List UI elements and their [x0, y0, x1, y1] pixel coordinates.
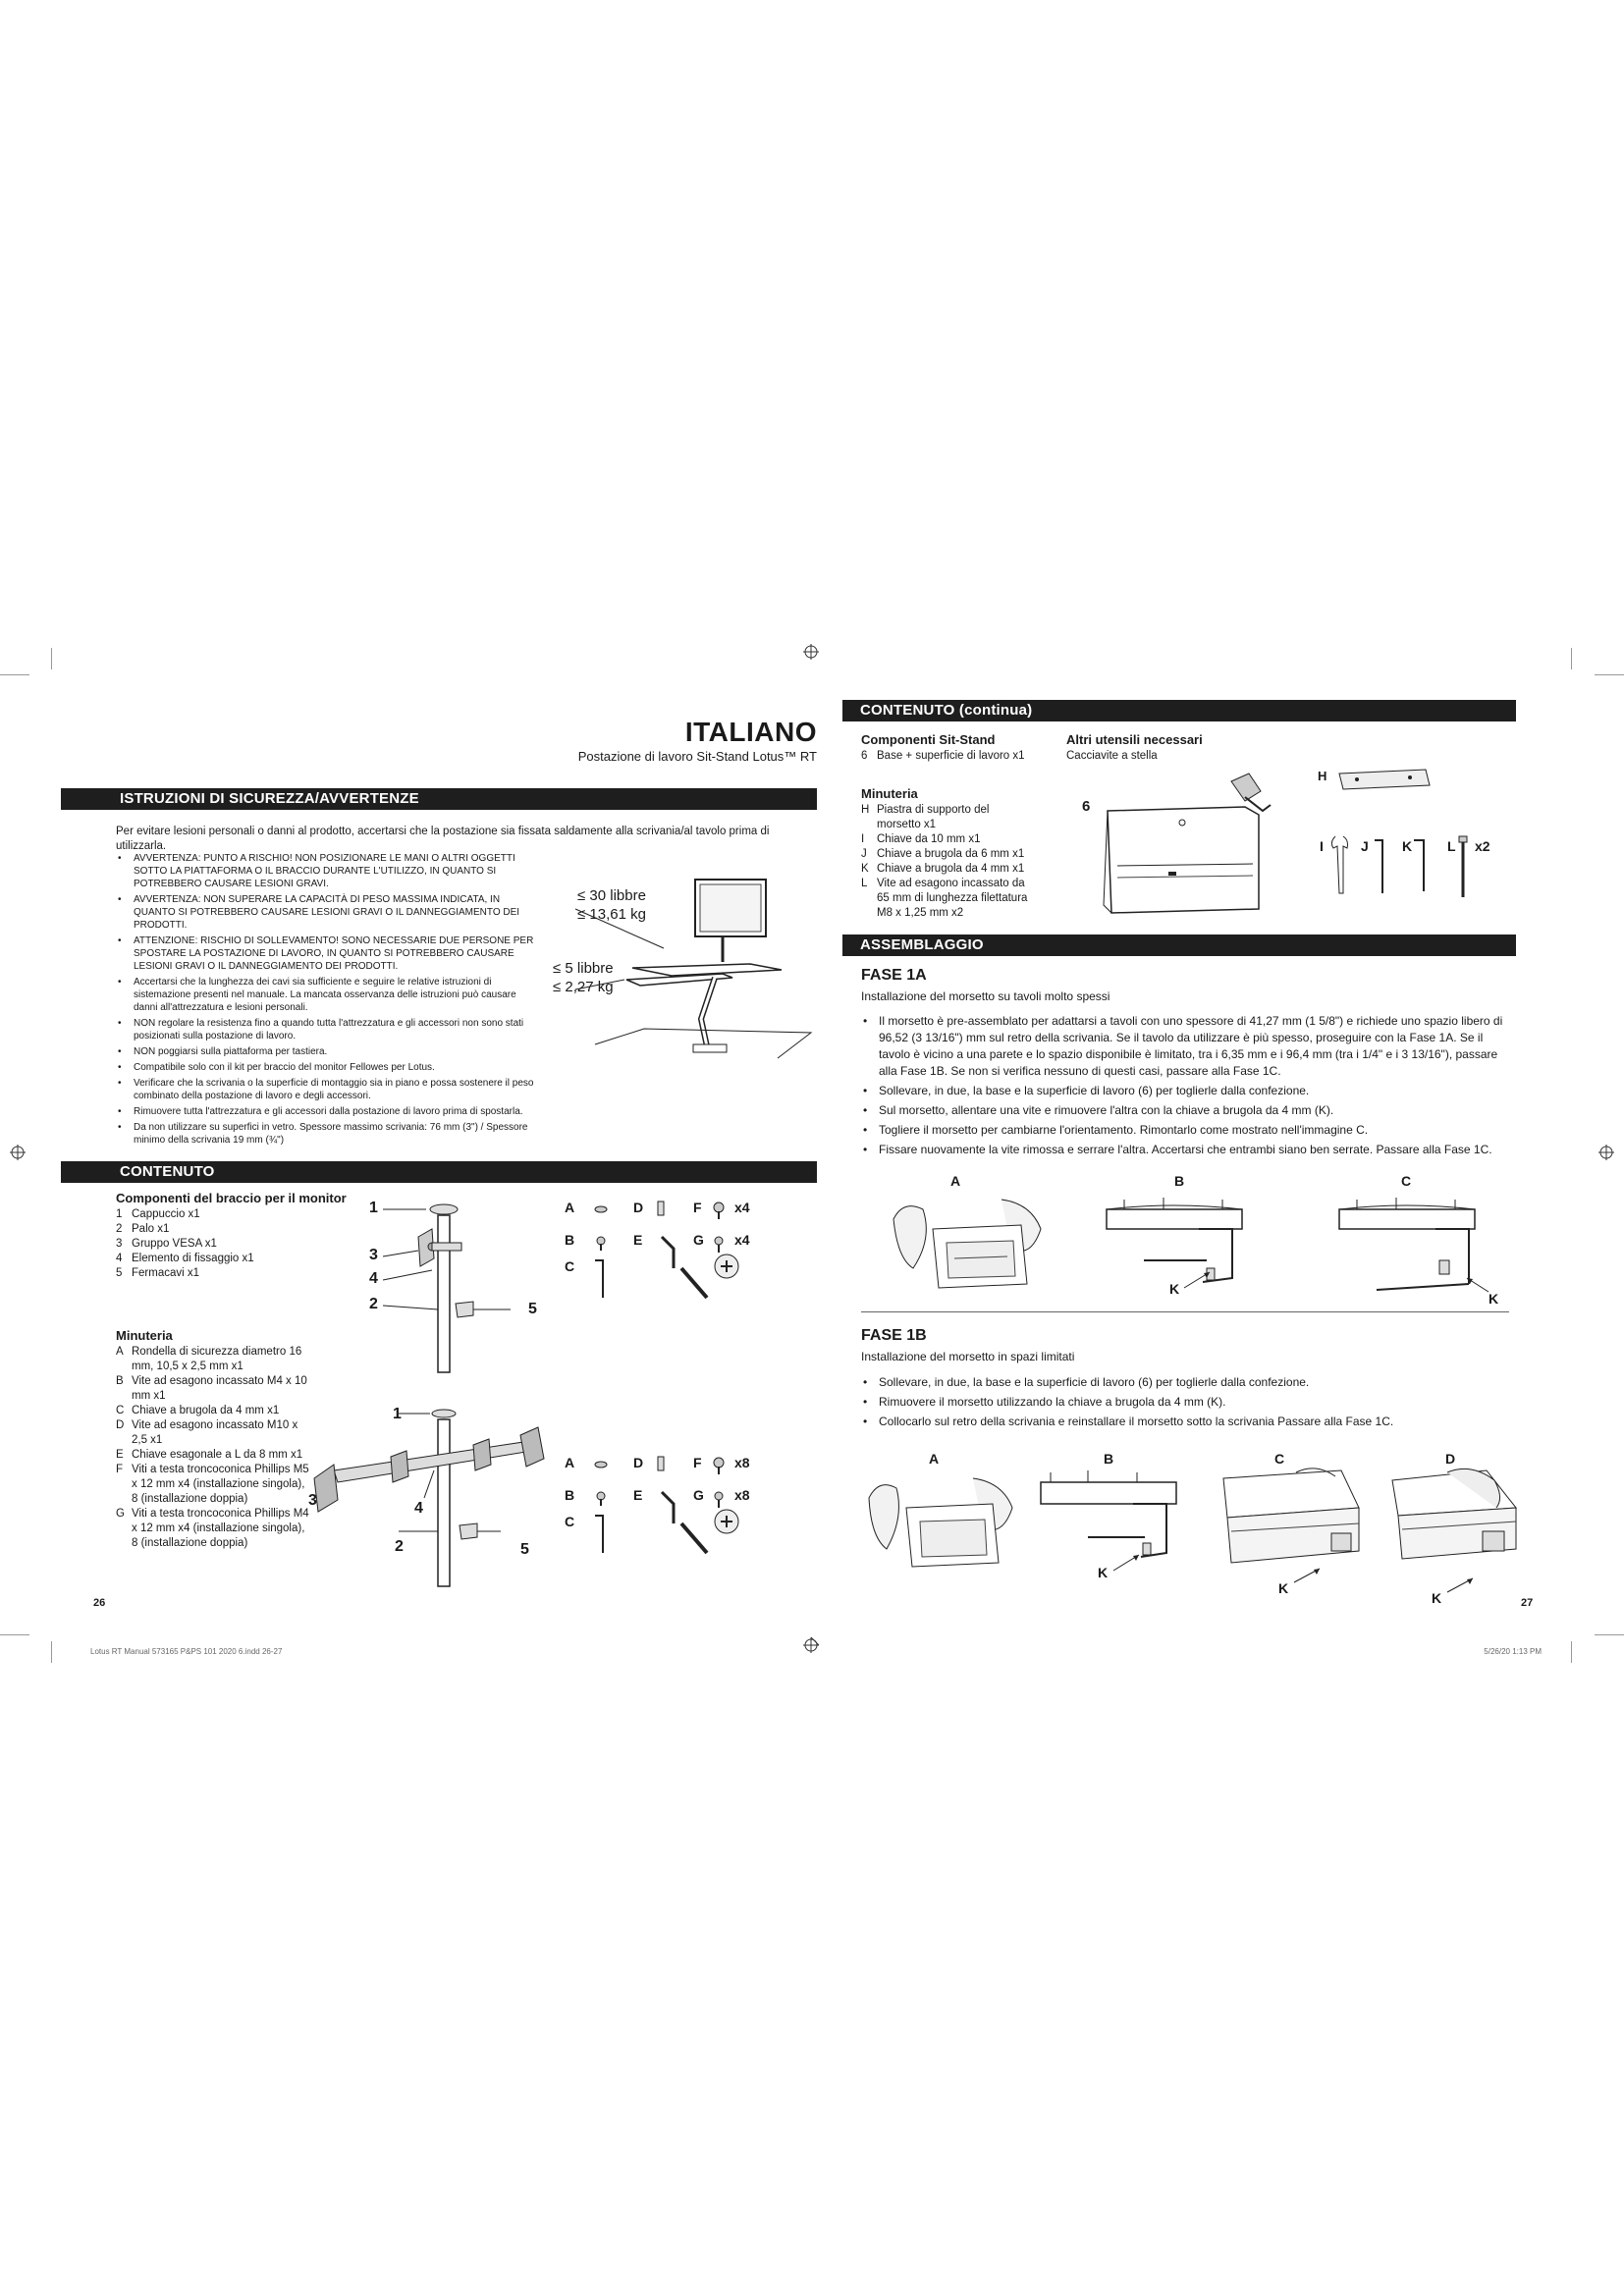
safety-item: • AVVERTENZA: NON SUPERARE LA CAPACITÀ DI PESO MASSIMA INDICATA, IN QUANTO SI POTREBBERO CAUSARE LESIONI GRAVI O IL DANNEGGIAMENTO DEI PRODOTTI. — [116, 893, 540, 932]
list-item: K Chiave a brugola da 4 mm x1 — [861, 863, 1025, 875]
list-item: C Chiave a brugola da 4 mm x1 — [116, 1405, 280, 1416]
safety-item: • Rimuovere tutta l'attrezzatura e gli accessori dalla postazione di lavoro prima di spostarla. — [116, 1105, 540, 1118]
tools-text: Cacciavite a stella — [1066, 750, 1158, 762]
step-item: • Collocarlo sul retro della scrivania e reinstallare il morsetto sotto la scrivania Passare alla Fase 1C. — [861, 1414, 1504, 1430]
list-item: G Viti a testa troncoconica Phillips M4 x 12 mm x4 (installazione singola), 8 (installazione doppia) — [116, 1508, 309, 1549]
weight-lb: ≤ 5 libbre — [553, 960, 614, 977]
figure-label: 1 — [369, 1200, 378, 1216]
figure-label: C — [1274, 1451, 1285, 1467]
hw-letter: G — [693, 1487, 704, 1503]
figure-label: J — [1361, 838, 1369, 854]
figure-label: K — [1278, 1580, 1289, 1596]
hw-letter: G — [693, 1232, 704, 1248]
hardware-title: Minuteria — [861, 786, 918, 801]
quantity: x4 — [734, 1232, 750, 1248]
safety-item: • NON poggiarsi sulla piattaforma per tastiera. — [116, 1045, 540, 1058]
figure-label: H — [1318, 769, 1327, 783]
double-arm-illustration — [304, 1406, 560, 1592]
safety-item: • NON regolare la resistenza fino a quando tutta l'attrezzatura e gli accessori non sono stati posizionati sulla postazione di lavoro. — [116, 1017, 540, 1042]
hardware-title: Minuteria — [116, 1328, 173, 1343]
list-item: A Rondella di sicurezza diametro 16 mm, 10,5 x 2,5 mm x1 — [116, 1346, 302, 1372]
figure-label: K — [1402, 838, 1413, 854]
arm-components-title: Componenti del braccio per il monitor — [116, 1191, 347, 1205]
quantity: x2 — [1475, 838, 1490, 854]
figure-label: K — [1169, 1281, 1180, 1297]
hw-letter: E — [633, 1232, 643, 1248]
step-item: • Sollevare, in due, la base e la superficie di lavoro (6) per toglierle dalla confezione. — [861, 1374, 1504, 1391]
hw-letter: A — [565, 1455, 575, 1470]
list-item: 3 Gruppo VESA x1 — [116, 1238, 217, 1250]
step-item: • Il morsetto è pre-assemblato per adattarsi a tavoli con uno spessore di 41,27 mm (1 5/8") e richiede uno spazio libero di 96,52 (3 13/16") mm sul retro della scrivania. Se il tavolo da utilizzare è più spesso, proseguire con la Fase 1A. Se il tavolo è vicino a una parete e lo spazio disponibile è limitato, tra i 6,35 mm e i 96,4 mm (tra i 1/4" e i 3 13/16"), passare alla Fase 1B. Se non si verifica nessuno di questi casi, passare alla Fase 1C. — [861, 1013, 1504, 1080]
step-1a-figure-c — [1337, 1190, 1485, 1298]
list-item: 4 Elemento di fissaggio x1 — [116, 1253, 254, 1264]
figure-label: C — [1401, 1173, 1412, 1189]
figure-label: 5 — [528, 1301, 537, 1317]
step-1b-figure-b — [1039, 1468, 1186, 1576]
hw-letter: C — [565, 1258, 575, 1274]
page-number: 26 — [93, 1597, 106, 1609]
print-slug: 5/26/20 1:13 PM — [1484, 1647, 1542, 1656]
crop-mark — [51, 648, 52, 669]
figure-label: I — [1320, 838, 1324, 854]
print-slug: Lotus RT Manual 573165 P&PS 101 2020 6.indd 26-27 — [90, 1647, 283, 1656]
workstation-illustration — [585, 872, 821, 1068]
safety-intro: Per evitare lesioni personali o danni al prodotto, accertarsi che la postazione sia fissata saldamente alla scrivania/al tavolo prima di utilizzarla. — [116, 826, 770, 852]
pointer-arrow-icon — [1294, 1567, 1324, 1586]
tools-title: Altri utensili necessari — [1066, 732, 1203, 747]
figure-label: 4 — [369, 1270, 378, 1287]
hardware-list — [116, 1345, 312, 1551]
hw-letter: E — [633, 1487, 643, 1503]
clamp-plate-illustration — [1335, 766, 1434, 795]
safety-list — [116, 852, 540, 1149]
list-item: B Vite ad esagono incassato M4 x 10 mm x1 — [116, 1375, 307, 1402]
crop-mark — [51, 1641, 52, 1663]
list-item: J Chiave a brugola da 6 mm x1 — [861, 848, 1025, 860]
safety-item: • Compatibile solo con il kit per braccio del monitor Fellowes per Lotus. — [116, 1061, 540, 1074]
list-item: 1 Cappuccio x1 — [116, 1208, 200, 1220]
step-item: • Fissare nuovamente la vite rimossa e serrare l'altra. Accertarsi che entrambi siano ben serrate. Passare alla Fase 1C. — [861, 1142, 1504, 1158]
page-title: ITALIANO — [684, 717, 817, 747]
sit-stand-title: Componenti Sit-Stand — [861, 732, 996, 747]
step-1b-figure-a — [859, 1468, 1016, 1576]
safety-item: • Da non utilizzare su superfici in vetro. Spessore massimo scrivania: 76 mm (3") / Spessore minimo della scrivania 19 mm (¾") — [116, 1121, 540, 1147]
list-item: 2 Palo x1 — [116, 1223, 170, 1235]
figure-label: 3 — [308, 1492, 317, 1509]
step-title: FASE 1B — [861, 1327, 927, 1344]
list-item: D Vite ad esagono incassato M10 x 2,5 x1 — [116, 1419, 298, 1446]
crop-mark — [1595, 1634, 1624, 1635]
step-1b-figure-c — [1218, 1468, 1365, 1576]
hw-letter: B — [565, 1487, 575, 1503]
figure-label: K — [1432, 1590, 1442, 1606]
sit-stand-list — [861, 749, 1077, 764]
hardware-parts-illustration — [579, 1455, 756, 1573]
figure-label: D — [1445, 1451, 1456, 1467]
hw-letter: B — [565, 1232, 575, 1248]
figure-label: 6 — [1082, 798, 1091, 815]
safety-header: ISTRUZIONI DI SICUREZZA/AVVERTENZE — [61, 788, 817, 810]
figure-label: 2 — [395, 1538, 404, 1555]
hw-letter: F — [693, 1455, 702, 1470]
figure-label: A — [929, 1451, 940, 1467]
registration-mark-icon — [803, 644, 819, 660]
weight-lb: ≤ 30 libbre — [577, 887, 646, 904]
step-item: • Rimuovere il morsetto utilizzando la chiave a brugola da 4 mm (K). — [861, 1394, 1504, 1411]
hw-letter: D — [633, 1200, 644, 1215]
figure-label: 3 — [369, 1247, 378, 1263]
quantity: x8 — [734, 1455, 750, 1470]
weight-kg: ≤ 13,61 kg — [577, 906, 646, 923]
figure-label: B — [1104, 1451, 1114, 1467]
crop-mark — [1595, 674, 1624, 675]
step-subtitle: Installazione del morsetto in spazi limitati — [861, 1350, 1075, 1363]
pointer-arrow-icon — [1184, 1270, 1214, 1290]
list-item: 6 Base + superficie di lavoro x1 — [861, 750, 1025, 762]
figure-label: L — [1447, 838, 1456, 854]
figure-label: B — [1174, 1173, 1185, 1189]
figure-label: 1 — [393, 1406, 402, 1422]
crop-mark — [0, 674, 29, 675]
step-1b-list — [861, 1374, 1504, 1433]
list-item: E Chiave esagonale a L da 8 mm x1 — [116, 1449, 303, 1461]
hw-letter: C — [565, 1514, 575, 1529]
pointer-arrow-icon — [1447, 1576, 1477, 1596]
pointer-arrow-icon — [1113, 1553, 1143, 1573]
figure-label: 2 — [369, 1296, 378, 1312]
safety-item: • Verificare che la scrivania o la superficie di montaggio sia in piano e possa sostenere il peso combinato della postazione di lavoro e degli accessori. — [116, 1077, 540, 1102]
step-item: • Sul morsetto, allentare una vite e rimuovere l'altra con la chiave a brugola da 4 mm (K). — [861, 1102, 1504, 1119]
pointer-arrow-icon — [1465, 1276, 1490, 1294]
weight-kg: ≤ 2,27 kg — [553, 979, 614, 995]
divider — [861, 1311, 1509, 1312]
figure-label: K — [1489, 1291, 1499, 1307]
figure-label: 5 — [520, 1541, 529, 1558]
list-item: 5 Fermacavi x1 — [116, 1267, 200, 1279]
single-arm-illustration — [363, 1200, 540, 1376]
step-subtitle: Installazione del morsetto su tavoli molto spessi — [861, 989, 1110, 1003]
hardware-parts-illustration — [579, 1200, 756, 1317]
registration-mark-icon — [1598, 1145, 1614, 1160]
list-item: I Chiave da 10 mm x1 — [861, 833, 981, 845]
quantity: x4 — [734, 1200, 750, 1215]
crop-mark — [1571, 648, 1572, 669]
crop-mark — [1571, 1641, 1572, 1663]
page-number: 27 — [1521, 1597, 1534, 1609]
crop-mark — [0, 1634, 29, 1635]
registration-mark-icon — [10, 1145, 26, 1160]
list-item: L Vite ad esagono incassato da 65 mm di lunghezza filettatura M8 x 1,25 mm x2 — [861, 878, 1028, 919]
step-title: FASE 1A — [861, 967, 927, 984]
step-item: • Togliere il morsetto per cambiarne l'orientamento. Rimontarlo come mostrato nell'immagine C. — [861, 1122, 1504, 1139]
hardware-list — [861, 803, 1028, 921]
contents-continued-header: CONTENUTO (continua) — [842, 700, 1516, 721]
page-subtitle: Postazione di lavoro Sit-Stand Lotus™ RT — [577, 749, 817, 764]
hw-letter: F — [693, 1200, 702, 1215]
safety-item: • AVVERTENZA: PUNTO A RISCHIO! NON POSIZIONARE LE MANI O ALTRI OGGETTI SOTTO LA PIATTAFORMA O IL BRACCIO DURANTE L'UTILIZZO, IN QUANTO SI POTREBBERO CAUSARE LESIONI GRAVI. — [116, 852, 540, 890]
arm-components-list — [116, 1207, 332, 1281]
hw-letter: A — [565, 1200, 575, 1215]
safety-item: • ATTENZIONE: RISCHIO DI SOLLEVAMENTO! SONO NECESSARIE DUE PERSONE PER SPOSTARE LA POSTAZIONE DI LAVORO, IN QUANTO SI POTREBBERO CAUSARE LESIONI GRAVI O IL DANNEGGIAMENTO DEI PRODOTTI. — [116, 934, 540, 973]
safety-item: • Accertarsi che la lunghezza dei cavi sia sufficiente e seguire le relative istruzioni di sistemazione presenti nel manuale. La mancata osservanza delle istruzioni può causare danni all'attrezzatura e lesioni personali. — [116, 976, 540, 1014]
list-item: F Viti a testa troncoconica Phillips M5 x 12 mm x4 (installazione singola), 8 (installazione doppia) — [116, 1464, 309, 1505]
base-worksurface-illustration — [1098, 772, 1284, 919]
hw-letter: D — [633, 1455, 644, 1470]
figure-label: A — [950, 1173, 961, 1189]
tools-illustration — [1327, 834, 1485, 899]
step-1a-list — [861, 1013, 1504, 1161]
step-1b-figure-d — [1388, 1468, 1526, 1576]
step-item: • Sollevare, in due, la base e la superficie di lavoro (6) per toglierle dalla confezione. — [861, 1083, 1504, 1099]
figure-label: 4 — [414, 1500, 423, 1517]
figure-label: K — [1098, 1565, 1109, 1580]
assembly-header: ASSEMBLAGGIO — [842, 934, 1516, 956]
quantity: x8 — [734, 1487, 750, 1503]
list-item: H Piastra di supporto del morsetto x1 — [861, 804, 990, 830]
step-1a-figure-a — [884, 1190, 1051, 1298]
registration-mark-icon — [803, 1637, 819, 1653]
contents-header: CONTENUTO — [61, 1161, 817, 1183]
